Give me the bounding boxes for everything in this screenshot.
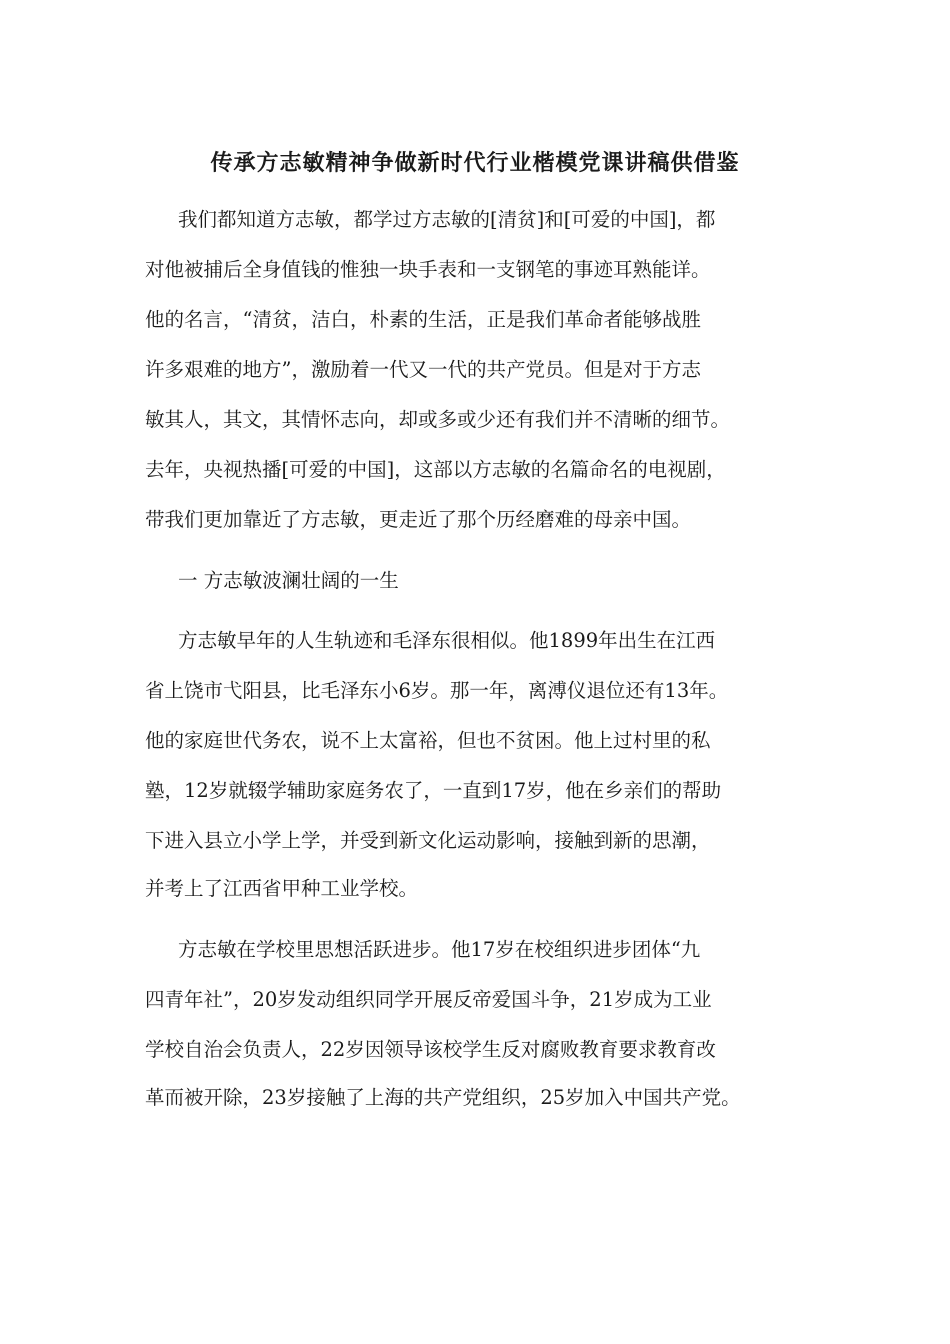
document-title: 传承方志敏精神争做新时代行业楷模党课讲稿供借鉴 [210,150,740,176]
paragraph-2-line-1: 方志敏早年的人生轨迹和毛泽东很相似。他1899年出生在江西 [178,629,716,652]
paragraph-1-line-1: 我们都知道方志敏，都学过方志敏的[清贫]和[可爱的中国]，都 [178,208,716,231]
paragraph-1-line-2: 对他被捕后全身值钱的惟独一块手表和一支钢笔的事迹耳熟能详。 [145,258,711,281]
paragraph-2-line-3: 他的家庭世代务农，说不上太富裕，但也不贫困。他上过村里的私 [145,729,711,752]
paragraph-2-line-5: 下进入县立小学上学，并受到新文化运动影响，接触到新的思潮， [145,829,711,852]
paragraph-1-line-7: 带我们更加靠近了方志敏，更走近了那个历经磨难的母亲中国。 [145,508,692,531]
paragraph-2-line-4: 塾，12岁就辍学辅助家庭务农了，一直到17岁，他在乡亲们的帮助 [145,779,722,802]
paragraph-2-line-2: 省上饶市弋阳县，比毛泽东小6岁。那一年，离溥仪退位还有13年。 [145,679,729,702]
paragraph-2-line-6: 并考上了江西省甲种工业学校。 [145,877,419,900]
paragraph-1-line-5: 敏其人，其文，其情怀志向，却或多或少还有我们并不清晰的细节。 [145,408,731,431]
paragraph-1-line-6: 去年，央视热播[可爱的中国]，这部以方志敏的名篇命名的电视剧， [145,458,726,481]
paragraph-3-line-3: 学校自治会负责人，22岁因领导该校学生反对腐败教育要求教育改 [145,1038,716,1061]
paragraph-1-line-4: 许多艰难的地方”，激励着一代又一代的共产党员。但是对于方志 [145,358,701,381]
paragraph-3-line-4: 革而被开除，23岁接触了上海的共产党组织，25岁加入中国共产党。 [145,1086,741,1109]
paragraph-1-line-3: 他的名言，“清贫，洁白，朴素的生活，正是我们革命者能够战胜 [145,308,701,331]
section-heading-1: 一 方志敏波澜壮阔的一生 [178,569,399,592]
paragraph-3-line-2: 四青年社”，20岁发动组织同学开展反帝爱国斗争，21岁成为工业 [145,988,712,1011]
paragraph-3-line-1: 方志敏在学校里思想活跃进步。他17岁在校组织进步团体“九 [178,938,701,961]
